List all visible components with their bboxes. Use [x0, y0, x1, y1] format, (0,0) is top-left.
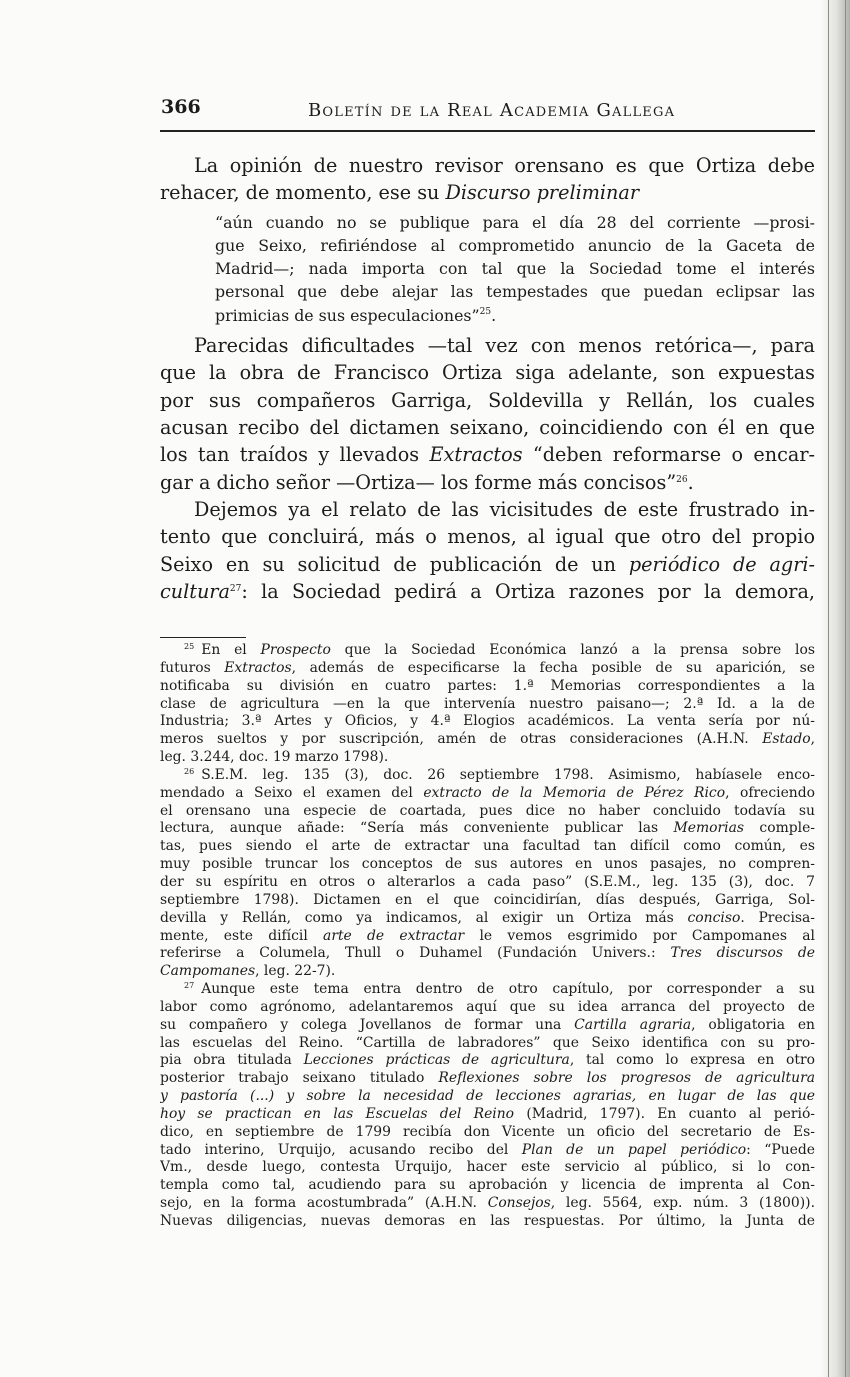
italic-term: extracto de la Memoria de Pérez Rico — [423, 784, 726, 801]
footnote-line — [160, 767, 815, 785]
footnote-line: leg. 3.244, doc. 19 marzo 1798). — [160, 749, 389, 766]
footnote-line: muy posible truncar los conceptos de sus autores en unos pasajes, no compren- — [160, 856, 815, 873]
italic-term: Extractos — [429, 443, 523, 467]
text-line: que la obra de Francisco Ortiza siga adelante, son expuestas — [160, 361, 815, 385]
text-span: : “Puede — [746, 1141, 815, 1158]
quote-line: primicias de sus especulaciones”$^{25}$. — [215, 305, 497, 325]
text-line: tento que concluirá, más o menos, al igual que otro del propio — [160, 525, 815, 549]
text-span: Seixo en su solicitud de publicación de un — [160, 552, 629, 576]
text-span: En el — [201, 642, 261, 658]
text-span: rehacer, de momento, ese su — [160, 181, 446, 205]
footnote-number: 26 — [184, 766, 195, 776]
footnote-line: Vm., desde luego, contesta Urquijo, hacer este servicio al público, si lo con- — [160, 1159, 815, 1176]
text-span: tado interino, Urquijo, acusando recibo del — [160, 1141, 522, 1158]
text-line: Dejemos ya el relato de las vicisitudes de este frustrado in- — [194, 498, 815, 522]
italic-title: Discurso preliminar — [445, 181, 640, 205]
text-span: le vemos esgrimido por Campomanes al — [464, 927, 815, 944]
italic-term: Plan de un papel periódico — [521, 1141, 747, 1158]
footnote-line — [160, 928, 815, 946]
footnote-line — [160, 981, 815, 999]
footnote-line — [160, 642, 815, 660]
footnote-line — [160, 1017, 815, 1035]
quote-line: gue Seixo, refiriéndose al comprometido anuncio de la Gaceta de — [215, 235, 815, 255]
footnote-line: meros sueltos y por suscripción, amén de otras consideraciones (A.H.N. Estado, — [160, 731, 815, 748]
footnote-line — [160, 1195, 815, 1213]
footnote-line — [160, 660, 815, 678]
footnote-line — [160, 785, 815, 803]
footnote-ref: 27 — [229, 584, 242, 595]
text-span: , leg. 22-7). — [255, 963, 336, 980]
text-span: comple- — [744, 820, 815, 837]
text-span: posterior trabajo seixano titulado — [160, 1070, 439, 1087]
text-span: sejo, en la forma acostumbrada” (A.H.N. — [160, 1195, 488, 1212]
text-span: mendado a Seixo el examen del — [160, 784, 424, 801]
page-edge-line — [828, 0, 829, 1377]
text-line: acusan recibo del dictamen seixano, coincidiendo con él en que — [160, 415, 815, 439]
text-span: gar a dicho señor —Ortiza— los forme más concisos” — [160, 470, 677, 494]
footnotes — [160, 642, 815, 1231]
quote-line: personal que debe alejar las tempestades que puedan eclipsar las — [215, 282, 815, 302]
text-span: (Madrid, 1797). En cuanto al perió- — [514, 1105, 815, 1122]
footnote-line: septiembre 1798). Dictamen en el que coincidirían, días después, Garriga, Sol- — [160, 891, 815, 908]
footnote-line: tas, pues siendo el arte de extractar una facultad tan difícil como común, es — [160, 838, 815, 855]
footnote-line: dico, en septiembre de 1799 recibía don Vicente un oficio del secretario de Es- — [160, 1123, 815, 1140]
italic-term: Estado — [762, 731, 811, 748]
text-span: , tal como lo expresa en otro — [569, 1052, 815, 1069]
text-span: : la Sociedad pedirá a Ortiza razones por la demora, — [241, 580, 815, 604]
italic-term: y pastoría (...) y sobre la necesidad de lecciones agrarias, en lugar de las que — [160, 1088, 815, 1105]
text-span: primicias de sus especulaciones” — [215, 305, 480, 325]
text-span: , obligatoria en — [691, 1016, 815, 1033]
footnote-line — [160, 963, 815, 981]
italic-term: periódico de agri- — [628, 552, 815, 576]
page-number: 366 — [161, 96, 201, 118]
text-span: futuros — [160, 659, 225, 676]
text-span: los tan traídos y llevados — [160, 443, 430, 467]
main-text — [160, 152, 815, 606]
text-line: Parecidas dificultades —tal vez con menos retórica—, para — [194, 333, 815, 357]
text-span: que la Sociedad Económica lanzó a la prensa sobre los — [330, 642, 815, 658]
italic-term: cultura — [160, 580, 230, 604]
footnote-ref: 25 — [479, 306, 492, 317]
footnote-line: el orensano una especie de coartada, pues dice no haber concluido todavía su — [160, 802, 815, 819]
text-span: lectura, aunque añade: “Sería más conveniente publicar las — [160, 820, 674, 837]
italic-term: Consejos — [487, 1195, 551, 1212]
italic-term: Extractos — [224, 659, 292, 676]
quote-line: Madrid—; nada importa con tal que la Sociedad tome el interés — [215, 259, 815, 279]
text-span: Aunque este tema entra dentro de otro capítulo, por corresponder a su — [201, 981, 815, 998]
footnote-line: Nuevas diligencias, nuevas demoras en las respuestas. Por último, la Junta de — [160, 1213, 815, 1229]
text-span: , ofreciendo — [725, 784, 815, 801]
footnote-number: 27 — [184, 981, 195, 991]
italic-term: Memorias — [673, 820, 745, 837]
text-span: meros sueltos y por suscripción, amén de otras consideraciones (A.H.N. — [160, 731, 763, 748]
journal-title: Boletín de la Real Academia Gallega — [308, 100, 676, 121]
footnote-rule — [160, 637, 246, 638]
footnote-line — [160, 1142, 815, 1160]
footnote-line — [160, 1052, 815, 1070]
italic-term: arte de extractar — [323, 927, 465, 944]
text-span: , además de especificarse la fecha posible de su aparición, se — [291, 659, 815, 676]
italic-term: Cartilla agraria — [574, 1016, 692, 1033]
italic-term: Prospecto — [260, 642, 331, 658]
text-span: mente, este difícil — [160, 927, 324, 944]
footnote-number: 25 — [184, 642, 195, 651]
running-header — [160, 94, 815, 132]
text-line: por sus compañeros Garriga, Soldevilla y Rellán, los cuales — [160, 388, 815, 412]
footnote-line: las escuelas del Reino. “Cartilla de labradores” que Seixo identifica con su pro- — [160, 1034, 815, 1051]
italic-term: Reflexiones sobre los progresos de agricultura — [438, 1070, 815, 1087]
footnote-line: Industria; 3.ª Artes y Oficios, y 4.ª Elogios académicos. La venta sería por nú- — [160, 713, 815, 730]
text-span: referirse a Columela, Thull o Duhamel (Fundación Univers.: — [160, 945, 671, 962]
text-line — [160, 179, 815, 206]
text-span: devilla y Rellán, como ya indicamos, al exigir un Ortiza más — [160, 909, 688, 926]
footnote-line — [160, 910, 815, 928]
italic-term: hoy se practican en las Escuelas del Reino — [160, 1105, 515, 1122]
text-line — [160, 578, 815, 605]
text-span: “deben reformarse o encar- — [522, 443, 815, 467]
text-line — [160, 441, 815, 468]
text-line: La opinión de nuestro revisor orensano es que Ortiza debe — [194, 154, 815, 177]
quote-line: “aún cuando no se publique para el día 28 del corriente —prosi- — [215, 212, 815, 232]
footnote-line: templa como tal, acudiendo para su aprobación y licencia de imprenta al Con- — [160, 1177, 815, 1194]
page-edge-line — [845, 0, 846, 1377]
italic-term: conciso — [687, 909, 741, 926]
italic-term: Campomanes — [160, 963, 256, 980]
footnote-line — [160, 820, 815, 838]
text-span: pia obra titulada — [160, 1052, 304, 1069]
text-span: . Precisa- — [740, 909, 815, 926]
italic-term: Tres discursos de — [670, 945, 815, 962]
text-line — [160, 551, 815, 578]
italic-term: Lecciones prácticas de agricultura — [303, 1052, 570, 1069]
footnote-line — [160, 1070, 815, 1088]
text-span: su compañero y colega Jovellanos de formar una — [160, 1016, 575, 1033]
footnote-line: der su espíritu en otros o alterarlos a cada paso” (S.E.M., leg. 135 (3), doc. 7 — [160, 873, 815, 890]
footnote-line — [160, 1088, 815, 1106]
footnote-line: clase de agricultura —en la que intervenía nuestro paisano—; 2.ª Id. a la de — [160, 695, 815, 712]
footnote-line — [160, 945, 815, 963]
footnote-line: notificaba su división en cuatro partes: 1.ª Memorias correspondientes a la — [160, 677, 815, 694]
footnote-line — [160, 1106, 815, 1124]
footnote-line: labor como agrónomo, adelantaremos aquí que su idea arranca del proyecto de — [160, 998, 815, 1015]
text-line: gar a dicho señor —Ortiza— los forme más concisos”$^{26}$. — [160, 470, 694, 494]
block-quote — [215, 211, 815, 327]
text-span: , leg. 5564, exp. núm. 3 (1800)). — [550, 1195, 815, 1212]
text-span: S.E.M. leg. 135 (3), doc. 26 septiembre 1798. Asimismo, habíasele enco- — [201, 766, 815, 783]
footnote-ref: 26 — [676, 474, 688, 485]
